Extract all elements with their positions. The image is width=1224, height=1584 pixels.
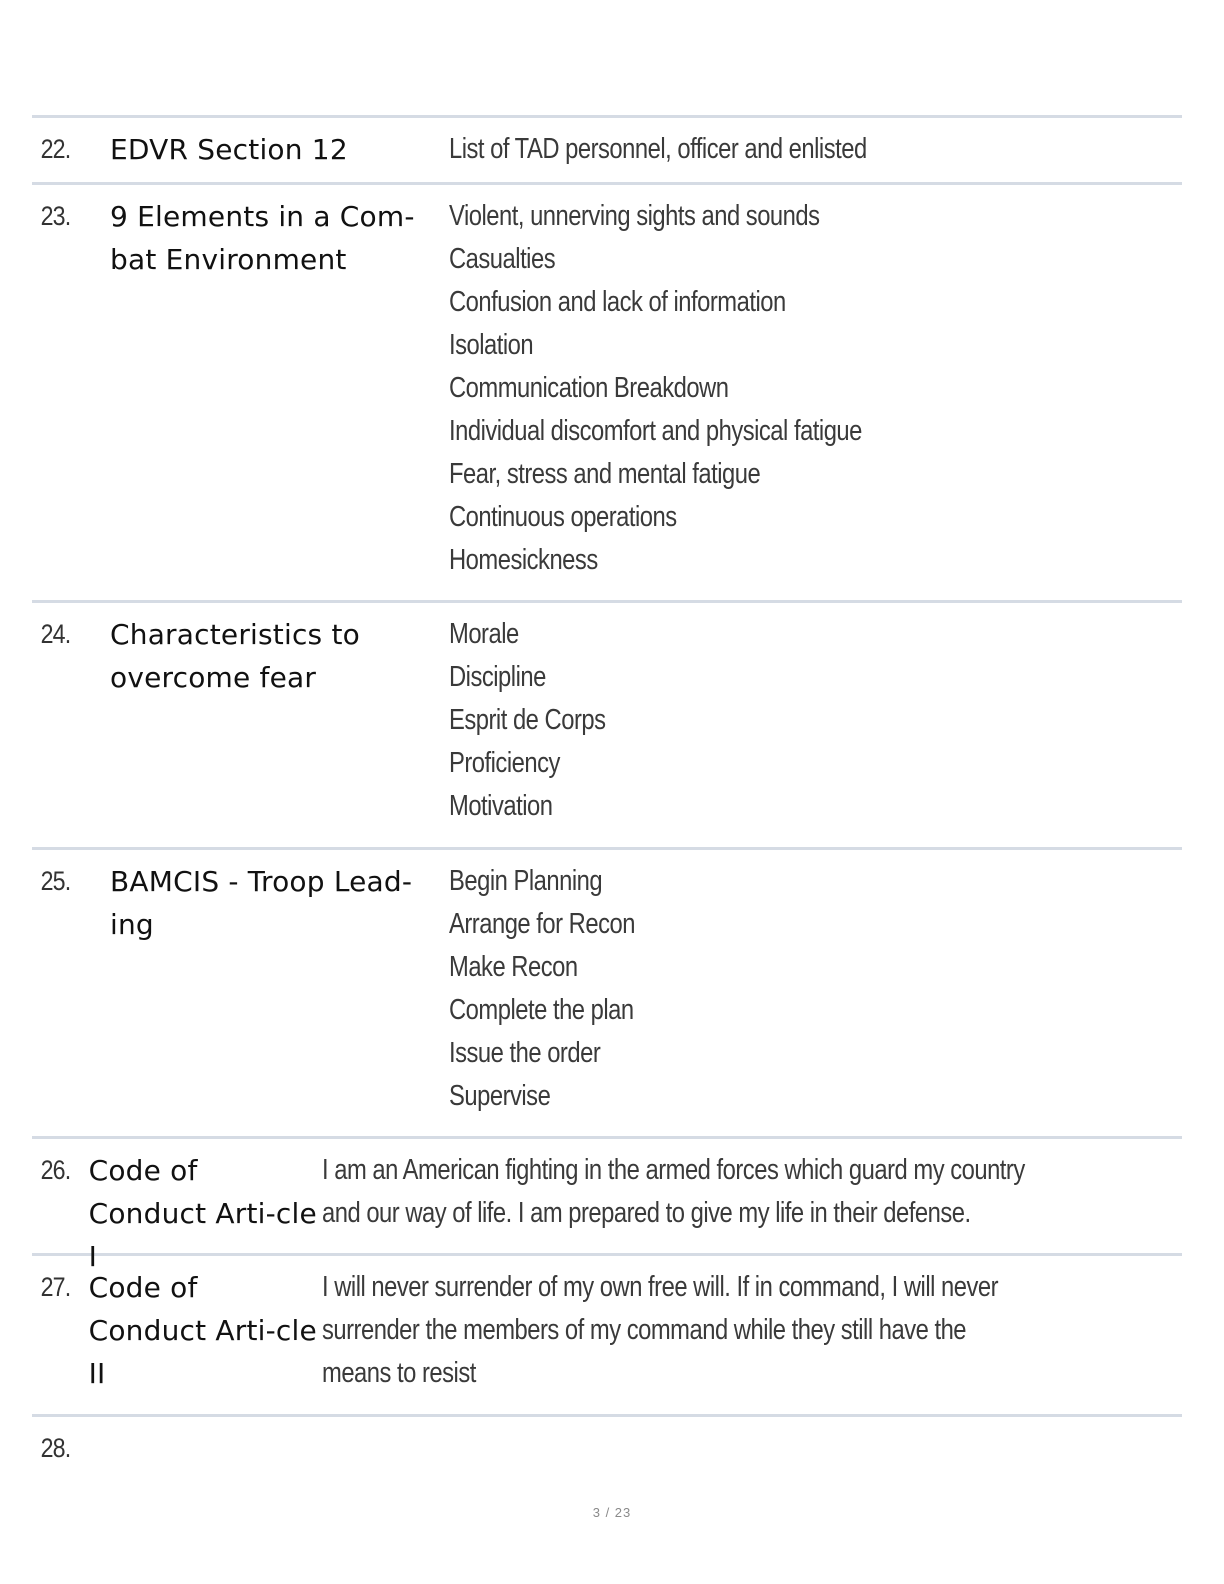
entry-number: 27. bbox=[40, 1272, 71, 1302]
entry-definition bbox=[449, 860, 1182, 1136]
definition-line: Casualties bbox=[449, 243, 556, 275]
entry-number: 26. bbox=[40, 1155, 71, 1185]
definition-line: Begin Planning bbox=[449, 865, 603, 897]
entry-number: 24. bbox=[40, 619, 71, 649]
definition-line: Isolation bbox=[449, 329, 534, 361]
definition-line: Proficiency bbox=[449, 747, 560, 779]
entry-23 bbox=[32, 182, 1182, 600]
entry-number: 22. bbox=[40, 134, 71, 164]
entry-number: 25. bbox=[40, 866, 71, 896]
entry-term: BAMCIS - Troop Lead-ing bbox=[110, 865, 413, 941]
entry-definition bbox=[449, 613, 1182, 847]
definition-line: Discipline bbox=[449, 661, 546, 693]
definition-line: Morale bbox=[449, 618, 519, 650]
definition-line: Motivation bbox=[449, 790, 553, 822]
definition-line: Issue the order bbox=[449, 1037, 601, 1069]
definition-paragraph: I will never surrender of my own free will. If in command, I will never surrender the members of my command while they still have the means to resist bbox=[322, 1271, 999, 1389]
definition-line: Violent, unnerving sights and sounds bbox=[449, 200, 820, 232]
definition-line: Confusion and lack of information bbox=[449, 286, 786, 318]
definition-line: Make Recon bbox=[449, 951, 578, 983]
definition-line: Homesickness bbox=[449, 544, 598, 576]
entry-27 bbox=[32, 1253, 1182, 1414]
entry-term bbox=[110, 1427, 449, 1474]
definition-line: Arrange for Recon bbox=[449, 908, 635, 940]
entry-28 bbox=[32, 1414, 1182, 1474]
entry-definition bbox=[449, 1427, 1182, 1474]
definition-paragraph: I am an American fighting in the armed forces which guard my country and our way of life. I am prepared to give my life in their defense. bbox=[322, 1154, 1025, 1229]
definition-line: Esprit de Corps bbox=[449, 704, 606, 736]
entry-definition bbox=[449, 195, 1182, 600]
definition-line: Complete the plan bbox=[449, 994, 634, 1026]
entry-term: Characteristics to overcome fear bbox=[110, 618, 360, 694]
entry-term: EDVR Section 12 bbox=[110, 133, 348, 166]
definition-line: List of TAD personnel, officer and enlisted bbox=[449, 133, 867, 165]
definition-line: Supervise bbox=[449, 1080, 551, 1112]
entry-24 bbox=[32, 600, 1182, 847]
entry-definition bbox=[322, 1266, 1182, 1414]
entry-26 bbox=[32, 1136, 1182, 1273]
definition-line: Continuous operations bbox=[449, 501, 677, 533]
entry-term: Code of Conduct Arti-cle I bbox=[88, 1154, 317, 1273]
page-indicator: 3 / 23 bbox=[592, 1505, 632, 1520]
entry-number: 28. bbox=[40, 1433, 71, 1463]
definition-line: Communication Breakdown bbox=[449, 372, 729, 404]
entry-25 bbox=[32, 847, 1182, 1136]
entry-term: 9 Elements in a Com-bat Environment bbox=[110, 200, 415, 276]
entry-number: 23. bbox=[40, 201, 71, 231]
entry-definition bbox=[449, 128, 1182, 182]
entry-term: Code of Conduct Arti-cle II bbox=[88, 1271, 317, 1390]
entry-definition bbox=[322, 1149, 1182, 1253]
entry-22 bbox=[32, 115, 1182, 182]
flashcard-list bbox=[32, 115, 1182, 1474]
definition-line: Individual discomfort and physical fatigue bbox=[449, 415, 862, 447]
definition-line: Fear, stress and mental fatigue bbox=[449, 458, 761, 490]
